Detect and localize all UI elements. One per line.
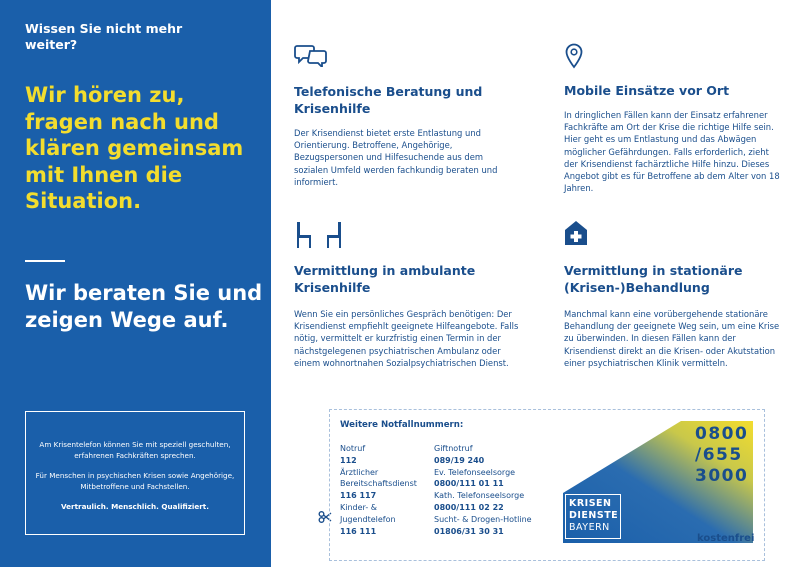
kinder-label: Kinder- & Jugendtelefon (340, 502, 396, 524)
hospital-icon (564, 220, 588, 246)
block-inpatient-title: Vermittlung in stationäre (Krisen-)Behandlung (564, 263, 743, 295)
info-box (25, 411, 245, 535)
gift-number: 089/19 240 (434, 455, 485, 465)
notruf-label: Notruf (340, 444, 366, 453)
block-phone-counseling (294, 43, 524, 193)
block-phone-title: Telefonische Beratung und Krisenhilfe (294, 84, 483, 116)
block-mobile-missions (564, 43, 794, 203)
block-ambulant (294, 220, 524, 385)
ev-seelsorge-number: 0800/111 01 11 (434, 479, 504, 489)
sucht-label: Sucht- & Drogen-Hotline (434, 514, 532, 524)
left-panel (0, 0, 271, 567)
block-inpatient-text: Manchmal kann eine vorübergehende stationäre Behandlung der geeignete Weg sein, um eine Krise zu überwinden. In diesen Fällen kann der Krisendienst direkt an die Krisen- oder Akutstation einer psychiatrischen Klinik vermitteln. (564, 309, 780, 368)
chairs-icon (294, 220, 344, 250)
info-paragraph-1: Am Krisentelefon können Sie mit speziell geschulten, erfahrenen Fachkräften sprechen. (39, 440, 231, 460)
block-ambulant-text: Wenn Sie ein persönliches Gespräch benötigen: Der Krisendienst empfiehlt geeignete Hilfeangebote. Falls nötig, vermittelt er kurzfristig einen Termin in der nächstgelegenen psychiatrischen Ambulanz oder einem wohnortnahen Sozialpsychiatrischen Dienst. (294, 309, 519, 368)
block-mobile-text: In dringlichen Fällen kann der Einsatz erfahrener Fachkräfte am Ort der Krise die richtige Hilfe sein. Hier geht es um Entlastung und das Abwägen möglicher Gefährdungen. Falls erforderlich, zieht der Krisendienst fachärztliche Hilfe hinzu. Dieses Angebot gibt es für Betroffene ab dem Alter von 18 Jahren. (564, 110, 780, 194)
info-paragraph-2: Für Menschen in psychischen Krisen sowie Angehörige, Mitbetroffene und Fachstellen. (35, 471, 235, 491)
logo-bayern: BAYERN (569, 522, 610, 533)
krisendienste-logo (565, 494, 621, 539)
divider (25, 260, 65, 262)
kinder-number: 116 111 (340, 526, 377, 536)
hotline-number (695, 424, 755, 487)
bereitschaft-label: Ärztlicher Bereitschaftsdienst (340, 467, 417, 489)
headline: Wir hören zu, fragen nach und klären gemeinsam mit Ihnen die Situation. (25, 83, 244, 213)
emergency-numbers-right-column (434, 443, 552, 537)
block-ambulant-title: Vermittlung in ambulante Krisenhilfe (294, 263, 476, 295)
kath-seelsorge-number: 0800/111 02 22 (434, 502, 504, 512)
bereitschaft-number: 116 117 (340, 491, 377, 501)
ev-seelsorge-label: Ev. Telefonseelsorge (434, 467, 516, 477)
emergency-numbers-left-column (340, 443, 425, 537)
logo-krisen: KRISEN (569, 498, 612, 509)
sucht-number: 01806/31 30 31 (434, 526, 504, 536)
emergency-numbers-title: Weitere Notfallnummern: (340, 420, 464, 430)
block-phone-text: Der Krisendienst bietet erste Entlastung und Orientierung. Betroffene, Angehörige, Bezugspersonen und Hilfesuchende aus dem sozialen Umfeld werden fachkundig beraten und informiert. (294, 128, 498, 187)
hotline-line-3: 3000 (695, 466, 749, 486)
block-mobile-title: Mobile Einsätze vor Ort (564, 83, 730, 98)
kath-seelsorge-label: Kath. Telefonseelsorge (434, 491, 525, 501)
hotline-line-1: 0800 (695, 424, 749, 444)
location-pin-icon (564, 43, 584, 69)
intro-text: Wissen Sie nicht mehr weiter? (25, 21, 183, 52)
gift-label: Giftnotruf (434, 444, 473, 453)
info-tagline: Vertraulich. Menschlich. Qualifiziert. (61, 502, 209, 511)
notruf-number: 112 (340, 455, 357, 465)
subheadline: Wir beraten Sie und zeigen Wege auf. (25, 281, 263, 332)
kostenfrei-label: kostenfrei (697, 533, 755, 544)
speech-bubbles-icon (294, 43, 328, 67)
block-inpatient (564, 220, 794, 385)
logo-dienste: DIENSTE (569, 510, 619, 521)
hotline-line-2: /655 (695, 445, 743, 465)
